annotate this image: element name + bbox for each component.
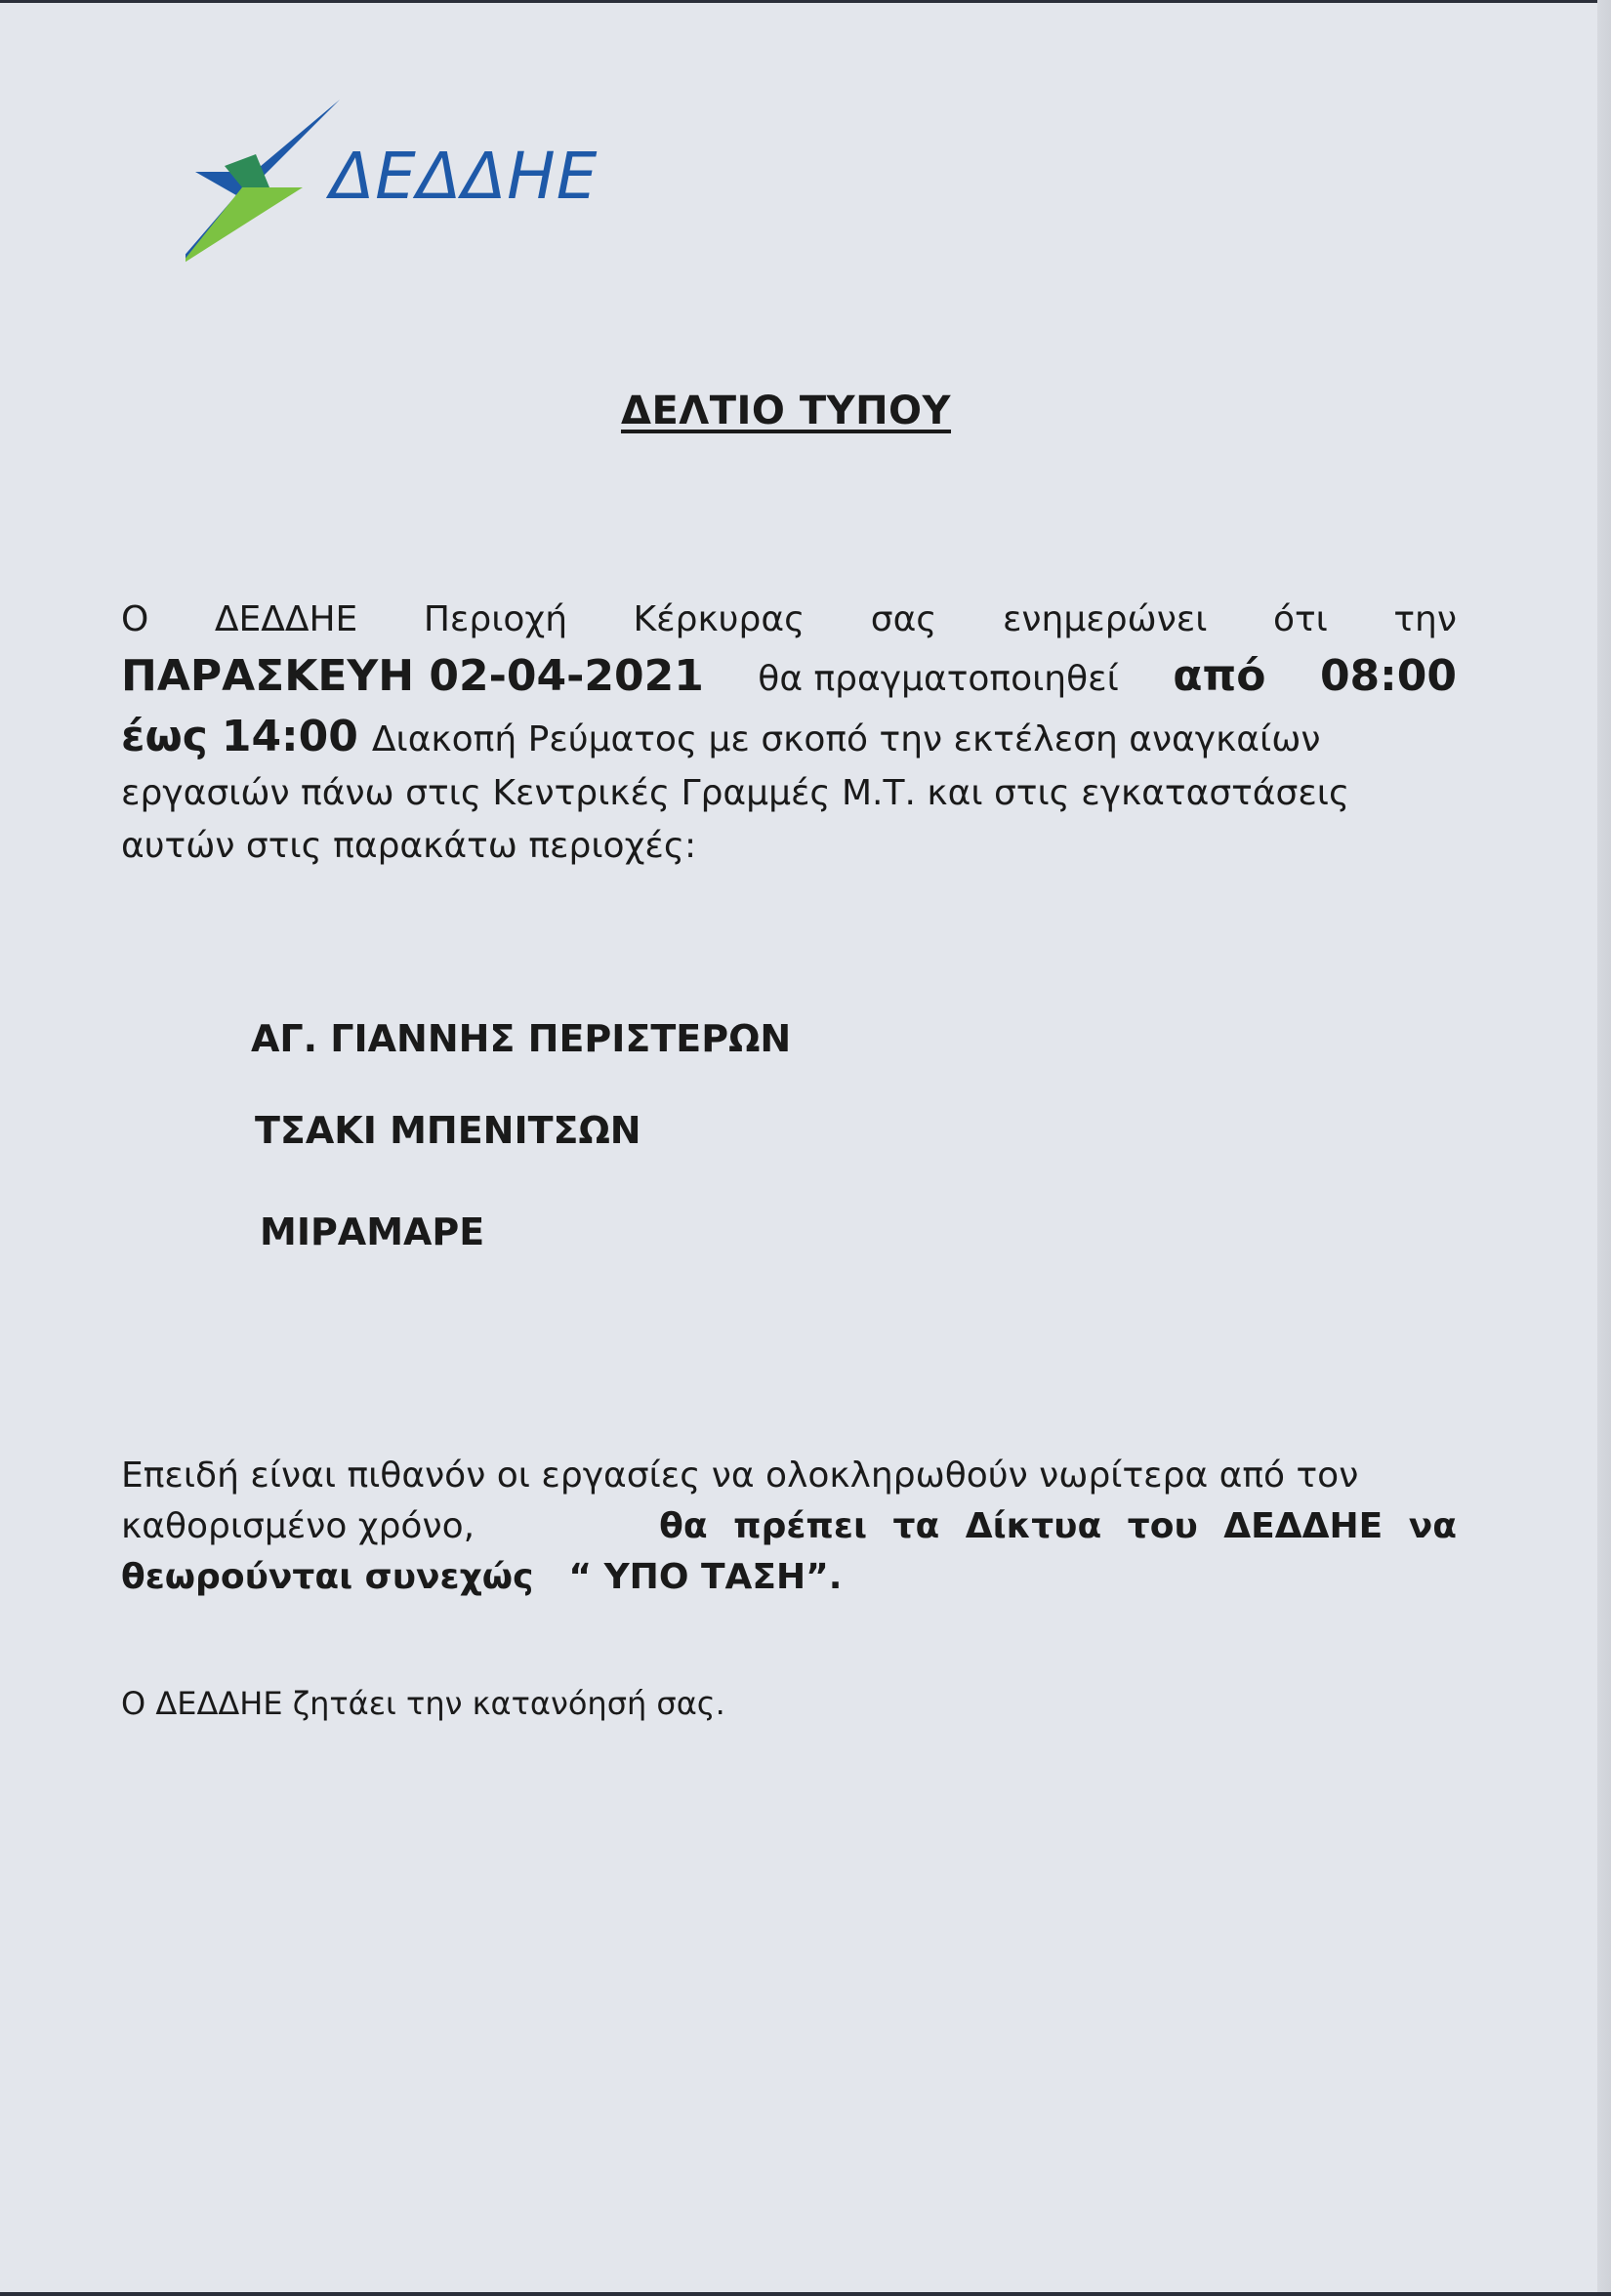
outage-day-date: ΠΑΡΑΣΚΕΥΗ 02-04-2021 xyxy=(121,651,704,701)
outage-from-word: από xyxy=(1173,651,1266,701)
intro-word: ενημερώνει xyxy=(1002,599,1208,639)
intro-word: Περιοχή xyxy=(423,599,568,639)
closing-line: Ο ΔΕΔΔΗΕ ζητάει την κατανόησή σας. xyxy=(121,1685,725,1722)
intro-text: θα πραγματοποιηθεί xyxy=(758,659,1119,699)
intro-word: Ο xyxy=(121,599,149,639)
company-logo xyxy=(186,98,625,273)
notice-warning: θεωρούνται συνεχώς xyxy=(121,1557,534,1597)
notice-text: Επειδή είναι πιθανόν οι εργασίες να ολοκληρωθούν νωρίτερα από τον xyxy=(121,1456,1359,1496)
notice-text: καθορισμένο χρόνο, xyxy=(121,1506,475,1546)
lightning-bolt-logo-icon xyxy=(186,98,342,273)
scan-right-edge xyxy=(1597,0,1611,2296)
intro-text: αυτών στις παρακάτω περιοχές: xyxy=(121,826,697,866)
intro-line-4 xyxy=(121,767,1457,820)
affected-area: ΜΙΡΑΜΑΡΕ xyxy=(260,1210,485,1253)
intro-text: Διακοπή Ρεύματος με σκοπό την εκτέλεση αναγκαίων xyxy=(371,719,1321,759)
affected-area: ΤΣΑΚΙ ΜΠΕΝΙΤΣΩΝ xyxy=(255,1109,641,1152)
notice-line-3 xyxy=(121,1552,1457,1603)
intro-word: ΔΕΔΔΗΕ xyxy=(214,599,358,639)
intro-word: ότι xyxy=(1272,599,1328,639)
intro-line-1 xyxy=(121,594,1457,646)
logo-wordmark: ΔΕΔΔΗΕ xyxy=(330,139,599,214)
outage-to-word: έως xyxy=(121,712,208,761)
intro-line-3 xyxy=(121,707,1457,767)
intro-word: Κέρκυρας xyxy=(633,599,806,639)
notice-line-2 xyxy=(121,1501,1457,1552)
scan-bottom-edge xyxy=(0,2292,1611,2296)
scan-top-edge xyxy=(0,0,1611,3)
notice-line-1 xyxy=(121,1451,1457,1501)
intro-word: την xyxy=(1393,599,1457,639)
affected-area: ΑΓ. ΓΙΑΝΝΗΣ ΠΕΡΙΣΤΕΡΩΝ xyxy=(251,1017,792,1060)
intro-paragraph xyxy=(121,594,1457,873)
outage-from-time: 08:00 xyxy=(1319,651,1457,701)
intro-text: εργασιών πάνω στις Κεντρικές Γραμμές Μ.Τ. και στις εγκαταστάσεις xyxy=(121,773,1350,813)
intro-line-2 xyxy=(121,646,1457,707)
intro-word: σας xyxy=(870,599,937,639)
intro-line-5 xyxy=(121,820,1457,873)
notice-paragraph xyxy=(121,1451,1457,1603)
notice-warning: θα πρέπει τα Δίκτυα του ΔΕΔΔΗΕ να xyxy=(659,1506,1457,1546)
outage-to-time: 14:00 xyxy=(221,712,358,761)
page-title: ΔΕΛΤΙΟ ΤΥΠΟΥ xyxy=(620,389,952,433)
notice-warning: “ ΥΠΟ ΤΑΣΗ”. xyxy=(568,1557,843,1597)
